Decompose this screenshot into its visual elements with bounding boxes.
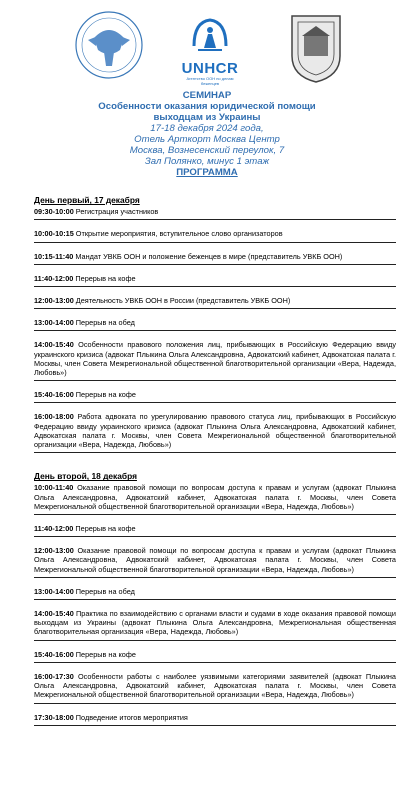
schedule-time: 16:00-18:00 bbox=[34, 412, 74, 422]
schedule-description: Практика по взаимодействию с органами власти и судами в ходе оказания правовой помощи выходцам из Украины (адвокат Плыкина Ольга Александровна, Межрегиональная общественная благотворительная организация «Вера, Надежда, Любовь») bbox=[34, 609, 397, 637]
seminar-hall: Зал Полянко, минус 1 этаж bbox=[144, 156, 270, 167]
seminar-header bbox=[0, 90, 414, 178]
schedule-item bbox=[34, 483, 396, 515]
schedule-item bbox=[34, 713, 396, 726]
schedule-item bbox=[34, 252, 396, 265]
schedule-item bbox=[34, 390, 396, 403]
schedule-item bbox=[34, 650, 396, 663]
schedule-time: 10:00-11:40 bbox=[34, 483, 74, 493]
seminar-dates: 17-18 декабря 2024 года, bbox=[150, 123, 264, 134]
schedule-time: 10:15-11:40 bbox=[34, 251, 74, 261]
schedule-item bbox=[34, 274, 396, 287]
schedule-time: 10:00-10:15 bbox=[34, 229, 74, 239]
schedule-time: 11:40-12:00 bbox=[34, 524, 74, 534]
schedule-time: 09:30-10:00 bbox=[34, 207, 74, 217]
day1-schedule bbox=[34, 207, 396, 453]
schedule-description: Регистрация участников bbox=[75, 207, 159, 217]
schedule-description: Открытие мероприятия, вступительное слово организаторов bbox=[75, 229, 283, 239]
schedule-description: Перерыв на кофе bbox=[75, 649, 136, 659]
schedule-time: 13:00-14:00 bbox=[34, 318, 74, 328]
schedule-description: Оказание правовой помощи по вопросам доступа к правам и услугам (адвокат Плыкина Ольга Александровна, Адвокатский кабинет, Адвокатская палата г. Москвы, член Совета Межрегиональной общественной благотворительной организации «Вера, Надежда, Любовь») bbox=[34, 483, 396, 511]
seminar-address: Москва, Вознесенский переулок, 7 bbox=[129, 145, 285, 156]
unhcr-subtitle: Агентство ООН по делам беженцев bbox=[186, 76, 234, 86]
schedule-item bbox=[34, 412, 396, 453]
program-heading: ПРОГРАММА bbox=[176, 167, 238, 178]
schedule-description: Особенности правового положения лиц, прибывающих в Российскую Федерацию ввиду украинского кризиса (адвокат Плыкина Ольга Александровна, Адвокатский кабинет, Адвокатская палата г. Москвы, член Совета Межрегиональной общественной благотворительной организации «Вера, Надежда, Любовь») bbox=[34, 340, 396, 378]
logo-bar bbox=[0, 8, 414, 88]
schedule-item bbox=[34, 340, 396, 381]
schedule-item bbox=[34, 207, 396, 220]
schedule-description: Перерыв на обед bbox=[75, 586, 135, 596]
schedule-description: Деятельность УВКБ ООН в России (представитель УВКБ ООН) bbox=[75, 296, 291, 306]
schedule-description: Работа адвоката по урегулированию правового статуса лиц, прибывающих в Российскую Федерацию ввиду украинского кризиса (адвокат Плыкина Ольга Александровна, Адвокатский кабинет, Адвокатская палата г. Москвы, член Совета Межрегиональной общественной благотворительной организации «Вера, Надежда, Любовь») bbox=[34, 412, 396, 450]
seminar-title-line1: Особенности оказания юридической помощи bbox=[98, 101, 316, 112]
schedule-time: 17:30-18:00 bbox=[34, 712, 74, 722]
schedule-time: 12:00-13:00 bbox=[34, 546, 74, 556]
seminar-label: СЕМИНАР bbox=[182, 90, 232, 101]
schedule-description: Мандат УВКБ ООН и положение беженцев в мире (представитель УВКБ ООН) bbox=[75, 251, 343, 261]
schedule-item bbox=[34, 318, 396, 331]
schedule-item bbox=[34, 672, 396, 704]
fpa-seal-logo bbox=[288, 10, 344, 84]
young-lawyers-council-logo bbox=[74, 10, 144, 80]
schedule-description: Перерыв на кофе bbox=[75, 390, 136, 400]
schedule-description: Особенности работы с наиболее уязвимыми категориями заявителей (адвокат Плыкина Ольга Александровна, Адвокатский кабинет, Адвокатская палата г. Москвы, член Совета Межрегиональной общественной благотворительной организации «Вера, Надежда, Любовь») bbox=[34, 671, 396, 700]
schedule-time: 15:40-16:00 bbox=[34, 390, 74, 400]
day2-title: День второй, 18 декабря bbox=[34, 471, 137, 482]
schedule-time: 14:00-15:40 bbox=[34, 340, 74, 350]
day1-title: День первый, 17 декабря bbox=[34, 195, 140, 205]
unhcr-wordmark: UNHCR bbox=[181, 60, 239, 77]
schedule-time: 11:40-12:00 bbox=[34, 273, 74, 283]
schedule-description: Оказание правовой помощи по вопросам доступа к правам и услугам (адвокат Плыкина Ольга Александровна, Адвокатский кабинет, Адвокатская палата г. Москвы, член Совета Межрегиональной общественной благотворительной организации «Вера, Надежда, Любовь») bbox=[34, 546, 396, 574]
schedule-item bbox=[34, 546, 396, 578]
schedule-time: 15:40-16:00 bbox=[34, 649, 74, 659]
day2-schedule bbox=[34, 483, 396, 725]
schedule-item bbox=[34, 296, 396, 309]
schedule-time: 12:00-13:00 bbox=[34, 296, 74, 306]
schedule-time: 16:00-17:30 bbox=[34, 671, 74, 681]
schedule-item bbox=[34, 229, 396, 242]
schedule-time: 14:00-15:40 bbox=[34, 609, 74, 619]
seminar-venue: Отель Арткорт Москва Центр bbox=[134, 134, 280, 145]
program-content bbox=[34, 196, 396, 735]
schedule-description: Подведение итогов мероприятия bbox=[75, 712, 188, 722]
schedule-item bbox=[34, 524, 396, 537]
unhcr-emblem-icon bbox=[190, 16, 230, 54]
seminar-title-line2: выходцам из Украины bbox=[153, 112, 261, 123]
schedule-description: Перерыв на обед bbox=[75, 318, 135, 328]
schedule-description: Перерыв на кофе bbox=[75, 524, 136, 534]
schedule-item bbox=[34, 587, 396, 600]
schedule-description: Перерыв на кофе bbox=[75, 273, 136, 283]
unhcr-logo bbox=[180, 16, 240, 84]
schedule-item bbox=[34, 609, 396, 641]
schedule-time: 13:00-14:00 bbox=[34, 586, 74, 596]
